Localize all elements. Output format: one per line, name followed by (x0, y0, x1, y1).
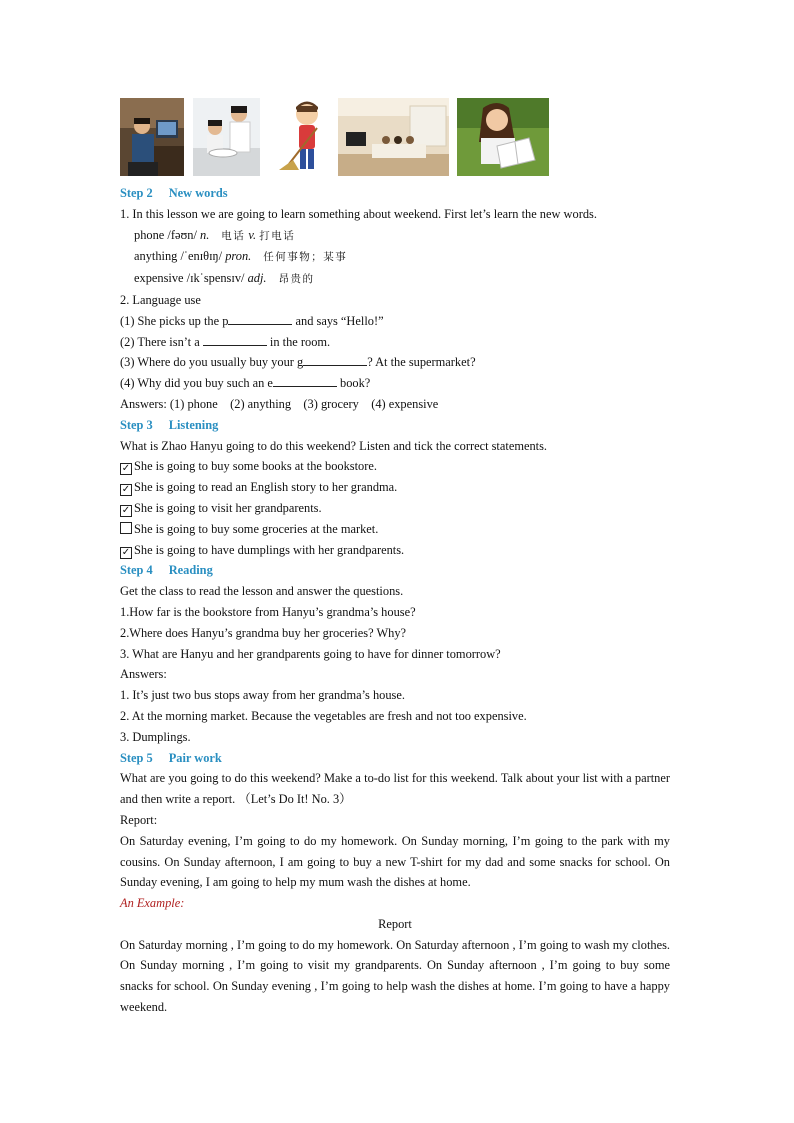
step5-intro: What are you going to do this weekend? Make a to-do list for this weekend. Talk about your list with a partner and then write a report. （Let’s Do It! No. 3） (120, 771, 670, 807)
answer-blank[interactable] (273, 374, 337, 387)
step2-intro: 1. In this lesson we are going to learn something about weekend. First let’s learn the new words. (120, 206, 597, 221)
reading-question-2: 2.Where does Hanyu’s grandma buy her groceries? Why? (120, 625, 407, 640)
statement-item: She is going to buy some groceries at the market. (120, 519, 670, 540)
step4-heading: Step 4 Reading (120, 563, 213, 578)
statement-item: ✓ She is going to visit her grandparents. (121, 500, 322, 516)
answer-blank[interactable] (203, 333, 267, 346)
word-expensive: expensive /ɪkˈspensɪv/ adj. 昂贵的 (134, 271, 315, 286)
word-anything: anything /ˈenɪθɪŋ/ pron. 任何事物；某事 (134, 249, 348, 264)
word-phone: phone /fəʊn/ n. 电话 v. 打电话 (134, 227, 296, 242)
step4-intro: Get the class to read the lesson and answer the questions. (120, 584, 404, 599)
checked-checkbox-icon[interactable]: ✓ (121, 546, 131, 558)
step2-heading: Step 2 New words (120, 186, 228, 200)
language-use-label: 2. Language use (120, 292, 201, 307)
washing-dishes-photo (193, 98, 260, 176)
photo-strip (120, 98, 670, 178)
living-room-photo (338, 98, 449, 176)
reading-answer-3: 3. Dumplings. (120, 729, 191, 744)
blank-question-2: (2) There isn’t a in the room. (120, 334, 331, 349)
step5-heading: Step 5 Pair work (120, 750, 222, 765)
blank-question-4: (4) Why did you buy such an e book? (120, 376, 371, 391)
checked-checkbox-icon[interactable]: ✓ (121, 504, 131, 516)
answers-label: Answers: (120, 667, 167, 682)
reading-answer-2: 2. At the morning market. Because the vegetables are fresh and not too expensive. (120, 708, 527, 723)
boy-computer-photo (120, 98, 184, 176)
reading-question-1: 1.How far is the bookstore from Hanyu’s grandma’s house? (120, 604, 416, 619)
statement-item: ✓ She is going to buy some books at the bookstore. (121, 459, 377, 475)
example-title: Report (378, 916, 412, 931)
cartoon-boy-sweeping (275, 98, 333, 176)
statement-item: ✓ She is going to read an English story to her grandma. (121, 480, 398, 496)
report-paragraph: On Saturday evening, I’m going to do my homework. On Sunday morning, I’m going to the park with my cousins. On Sunday afternoon, I am going to buy a new T-shirt for my dad and some snacks for school. On Sunday evening, I am going to help my mum wash the dishes at home. (120, 833, 670, 890)
step3-intro: What is Zhao Hanyu going to do this weekend? Listen and tick the correct statements. (120, 438, 548, 453)
answer-blank[interactable] (228, 312, 292, 325)
example-label: An Example: (120, 896, 185, 911)
answer-blank[interactable] (303, 353, 367, 366)
step2-answers: Answers: (1) phone (2) anything (3) grocery (4) expensive (120, 396, 439, 411)
reading-question-3: 3. What are Hanyu and her grandparents going to have for dinner tomorrow? (120, 646, 501, 661)
empty-checkbox-icon[interactable] (120, 522, 132, 534)
checked-checkbox-icon[interactable]: ✓ (121, 463, 131, 475)
worksheet-page (120, 98, 670, 1018)
checked-checkbox-icon[interactable]: ✓ (121, 484, 131, 496)
blank-question-3: (3) Where do you usually buy your g ? At the supermarket? (120, 355, 476, 370)
step3-heading: Step 3 Listening (120, 417, 219, 432)
blank-question-1: (1) She picks up the p and says “Hello!” (120, 313, 384, 328)
reading-answer-1: 1. It’s just two bus stops away from her grandma’s house. (120, 688, 405, 703)
girl-reading-photo (457, 98, 549, 176)
example-paragraph: On Saturday morning , I’m going to do my homework. On Saturday afternoon , I’m going to wash my clothes. On Sunday morning , I’m going to visit my grandparents. On Sunday afternoon , I’m going to buy some snacks for school. On Sunday evening , I’m going to help wash the dishes at home. I’m going to have a happy weekend. (120, 937, 670, 1015)
statement-item: ✓ She is going to have dumplings with her grandparents. (121, 542, 405, 558)
report-label: Report: (120, 812, 158, 827)
